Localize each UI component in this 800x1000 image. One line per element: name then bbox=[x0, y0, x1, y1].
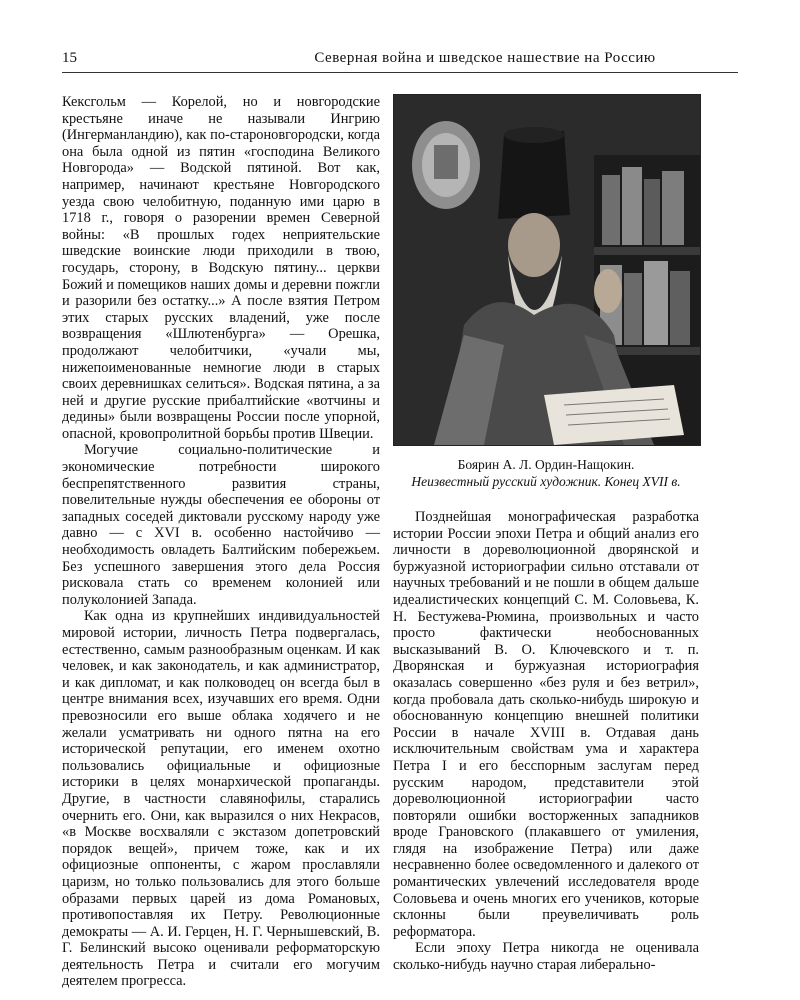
paragraph: Кексгольм — Корелой, но и новгородские крестьяне иначе не называли Ингрию (Ингерманландию), как по-староновгородски, когда она была одной из пятин «господина Великого Новгорода» — Водской пятиной. Вот как, например, начинают крестьяне Новгородского уезда свою челобитную, поданную ими царю в 1718 г., говоря о разорении времен Северной войны: «В прошлых годех неприятельские шведские воинские люди приходили в твою, государь, сторону, в Водскую пятину... церкви Божий и помещиков наших домы и деревни пожгли и разорили без остатку...» А после взятия Петром этих старых русских владений, уже после возвращения «Шлютенбурга» — Орешка, продолжают челобитчики, «учали мы, нижепоименованные немногие люди в старых своих деревнишках селиться». Водская пятина, а за ней и другие русские прибалтийские «вотчины и дедины» были возвращены России после упорной, опасной, кровопролитной борьбы против Швеции. bbox=[62, 94, 380, 442]
portrait-ordin-nashchokin bbox=[394, 95, 700, 445]
caption-title: Боярин А. Л. Ордин-Нащокин. bbox=[457, 457, 635, 472]
paragraph: Могучие социально-политические и экономические потребности широкого беспрепятственного развития страны, повелительные нужды обеспечения ее обороны от западных соседей диктовали русскому народу уже давно — с XVI в. особенно настойчиво — необходимость овладеть Балтийским побережьем. Без успешного завершения этого дела Россия рисковала стать со временем колонией или полуколонией Запада. bbox=[62, 442, 380, 608]
caption-credit: Неизвестный русский художник. Конец XVII в. bbox=[411, 474, 681, 489]
running-title: Северная война и шведское нашествие на Россию bbox=[314, 50, 656, 66]
left-column bbox=[62, 94, 380, 990]
paragraph: Как одна из крупнейших индивидуальностей мировой истории, личность Петра подвергалась, естественно, самым разнообразным оценкам. И как человек, и как законодатель, и как администратор, и как дипломат, и как полководец он всегда был в центре внимания всех, изучавших его время. Одни превозносили его выше облака ходячего и не желали усматривать ни одного пятна на его исторической репутации, его именем охотно пользовались официальные и официозные историки в целях монархической пропаганды. Другие, в частности славянофилы, старались очернить его. Они, как выразился о них Некрасов, «в Москве восхваляли с экстазом допетровский порядок вещей», причем тоже, как и их официозные оппоненты, с жаром прославляли царизм, но только пользовались для этого больше образами первых царей из дома Романовых, противопоставляя их Петру. Революционные демократы — А. И. Герцен, Н. Г. Чернышевский, В. Г. Белинский высоко оценивали реформаторскую деятельность Петра и считали его могучим деятелем прогресса. bbox=[62, 608, 380, 990]
figure-caption bbox=[393, 456, 699, 490]
paragraph: Позднейшая монографическая разработка истории России эпохи Петра и общий анализ его личности в дореволюционной дворянской и буржуазной историографии сильно отставали от научных требований и не пошли в общем дальше идеалистических концепций С. М. Соловьева, К. Н. Бестужева-Рюмина, произвольных и часто просто фактически необоснованных высказываний В. О. Ключевского и т. п. Дворянская и буржуазная историография оказалась совершенно «без руля и без ветрил», когда пробовала дать сколько-нибудь широкую и обоснованную концепцию внешней политики России в начале XVIII в. Отдавая дань исключительным свойствам ума и характера Петра I и его бесспорным заслугам перед русским народом, представители этой дореволюционной историографии часто повторяли ошибки восторженных западников вроде Грановского (плакавшего от умиления, глядя на изображение Петра) или даже несравненно более осведомленного и далекого от романтических увлечений исследователя вроде Соловьева и очень многих его учеников, которые склонны были преувеличивать роль реформатора. bbox=[393, 509, 699, 940]
page-number: 15 bbox=[62, 50, 77, 66]
right-column bbox=[393, 509, 699, 974]
paragraph: Если эпоху Петра никогда не оценивала сколько-нибудь научно старая либерально- bbox=[393, 940, 699, 974]
header-rule bbox=[62, 72, 738, 73]
running-header bbox=[62, 50, 738, 76]
portrait-image bbox=[393, 94, 701, 446]
